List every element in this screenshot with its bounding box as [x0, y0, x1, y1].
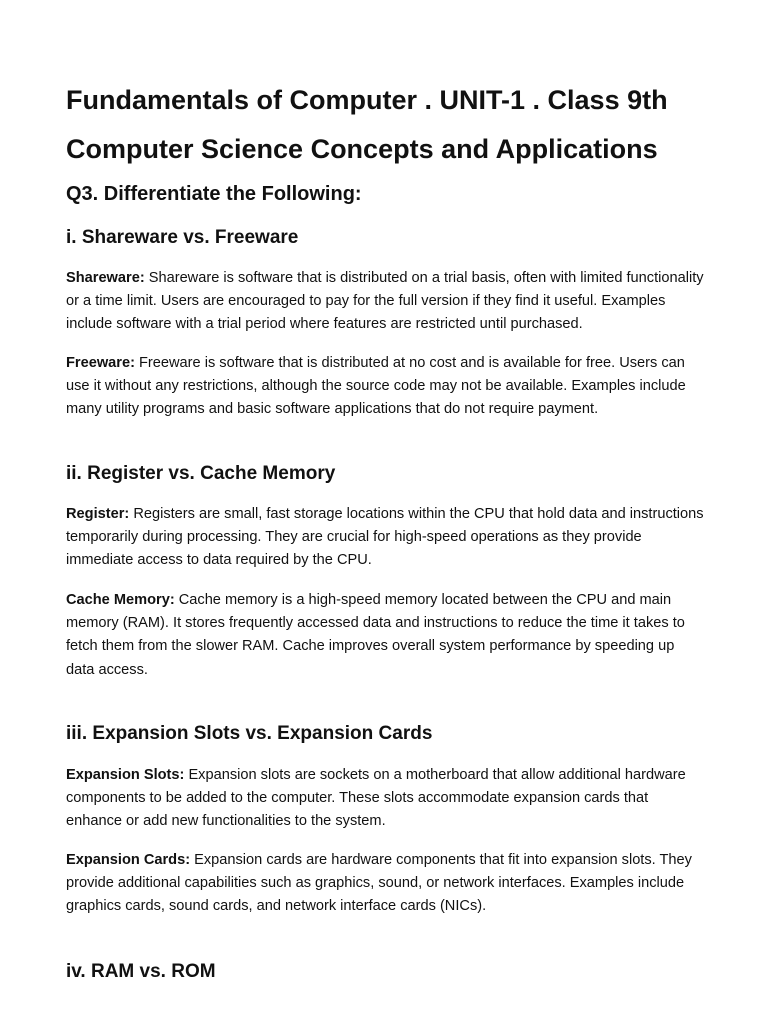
section-heading-shareware-freeware: i. Shareware vs. Freeware — [66, 227, 299, 248]
paragraph-expansion-cards — [66, 849, 706, 919]
section-heading-expansion: iii. Expansion Slots vs. Expansion Cards — [66, 723, 433, 744]
paragraph-cache-memory — [66, 589, 706, 682]
paragraph-register — [66, 503, 706, 573]
definition-text: Registers are small, fast storage locations within the CPU that hold data and instructions temporarily during processing. They are crucial for high-speed operations as they provide immediate access to data required by the CPU. — [66, 506, 704, 569]
document-title-line-1: Fundamentals of Computer . UNIT-1 . Class 9th — [66, 85, 668, 115]
paragraph-expansion-slots — [66, 764, 706, 834]
section-heading-register-cache: ii. Register vs. Cache Memory — [66, 463, 336, 484]
term-label: Register: — [66, 506, 130, 522]
definition-text: Freeware is software that is distributed at no cost and is available for free. Users can use it without any restrictions, although the source code may not be available. Examples include many utility programs and basic software applications that do not require payment. — [66, 355, 686, 418]
term-label: Shareware: — [66, 270, 145, 286]
definition-text: Expansion cards are hardware components that fit into expansion slots. They provide additional capabilities such as graphics, sound, or network interfaces. Examples include graphics cards, sound cards, and network interface cards (NICs). — [66, 852, 692, 915]
term-label: Freeware: — [66, 355, 135, 371]
section-heading-ram-rom: iv. RAM vs. ROM — [66, 961, 216, 982]
paragraph-shareware — [66, 267, 706, 337]
definition-text: Expansion slots are sockets on a motherboard that allow additional hardware components to be added to the computer. These slots accommodate expansion cards that enhance or add new functionalities to the system. — [66, 767, 686, 830]
document-title-line-2: Computer Science Concepts and Applications — [66, 134, 658, 164]
term-label: Cache Memory: — [66, 592, 175, 608]
term-label: Expansion Cards: — [66, 852, 191, 868]
paragraph-freeware — [66, 352, 706, 422]
definition-text: Cache memory is a high-speed memory located between the CPU and main memory (RAM). It stores frequently accessed data and instructions to reduce the time it takes to fetch them from the slower RAM. Cache improves overall system performance by speeding up data access. — [66, 592, 685, 678]
term-label: Expansion Slots: — [66, 767, 185, 783]
definition-text: Shareware is software that is distributed on a trial basis, often with limited functionality or a time limit. Users are encouraged to pay for the full version if they find it useful. Examples include software with a trial period where features are restricted until purchased. — [66, 270, 704, 333]
question-heading: Q3. Differentiate the Following: — [66, 183, 362, 205]
